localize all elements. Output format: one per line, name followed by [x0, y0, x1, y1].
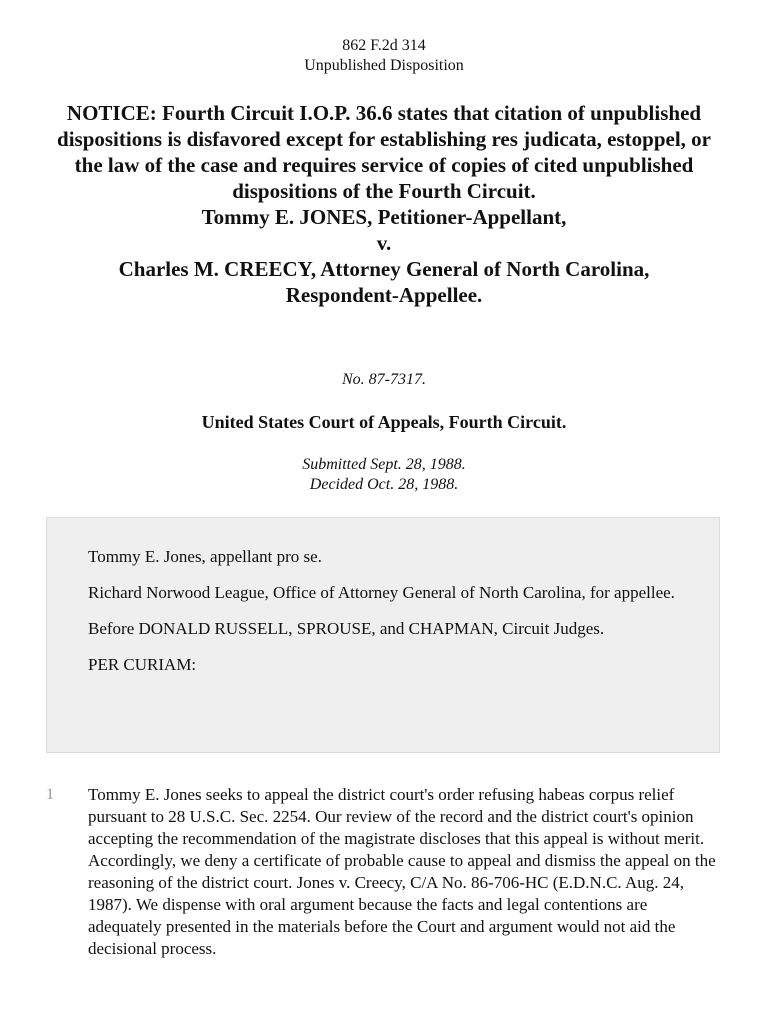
appellee-counsel: Richard Norwood League, Office of Attorney General of North Carolina, for appellee. [88, 583, 675, 602]
notice-text: NOTICE: Fourth Circuit I.O.P. 36.6 states that citation of unpublished dispositions is disfavored except for establishing res judicata, estoppel, or the law of the case and requires service of copies of cited unpublished dispositions of the Fourth Circuit. [57, 101, 711, 203]
per-curiam-label: PER CURIAM: [88, 655, 197, 674]
case-dates [0, 455, 768, 495]
judges-panel: Before DONALD RUSSELL, SPROUSE, and CHAPMAN, Circuit Judges. [88, 619, 605, 638]
appellant-counsel: Tommy E. Jones, appellant pro se. [88, 547, 322, 566]
paragraph-number: 1 [46, 786, 54, 803]
counsel-box [46, 517, 720, 753]
submitted-date: Submitted Sept. 28, 1988. [302, 456, 466, 473]
versus-label: v. [376, 231, 392, 255]
opinion-paragraph [46, 784, 726, 960]
reporter-citation: 862 F.2d 314 [342, 37, 426, 54]
disposition-label: Unpublished Disposition [304, 57, 464, 74]
petitioner-name: Tommy E. JONES, Petitioner-Appellant, [201, 205, 567, 229]
paragraph-text: Tommy E. Jones seeks to appeal the district court's order refusing habeas corpus relief pursuant to 28 U.S.C. Sec. 2254. Our review of the record and the district court's opinion accepting the recommendation of the magistrate discloses that this appeal is without merit. Accordingly, we deny a certificate of probable cause to appeal and dismiss the appeal on the reasoning of the district court. Jones v. Creecy, C/A No. 86-706-HC (E.D.N.C. Aug. 24, 1987). We dispense with oral argument because the facts and legal contentions are adequately presented in the materials before the Court and argument would not aid the decisional process. [88, 785, 716, 958]
decided-date: Decided Oct. 28, 1988. [309, 476, 459, 493]
court-name: United States Court of Appeals, Fourth Circuit. [201, 412, 567, 432]
citation-header [0, 36, 768, 76]
case-caption [44, 100, 724, 308]
respondent-name: Charles M. CREECY, Attorney General of North Carolina, [118, 257, 650, 281]
respondent-role: Respondent-Appellee. [285, 283, 483, 307]
docket-number: No. 87-7317. [342, 371, 426, 388]
